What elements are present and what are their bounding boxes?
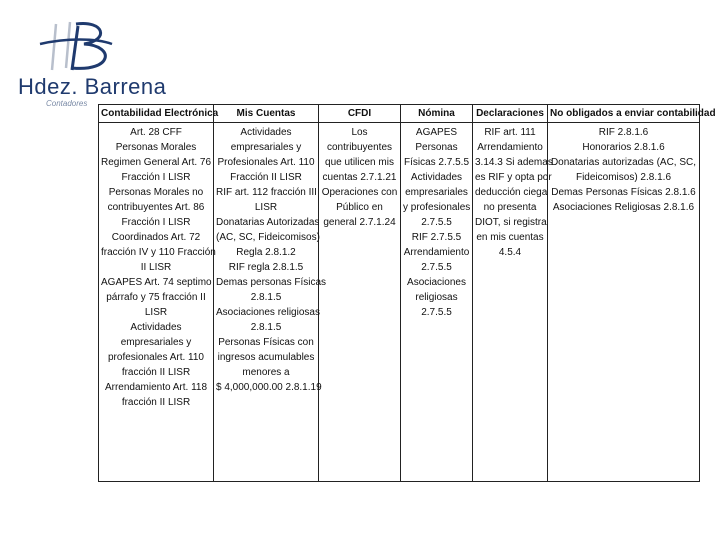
cell-line: Fracción II LISR [230,172,302,183]
cell-line: y profesionales [403,202,471,213]
cell-line: contribuyentes Art. 86 [107,202,205,213]
company-name: Hdez. Barrena [18,74,167,99]
table-header-row [99,105,700,123]
cell-line: en mis cuentas [476,232,544,243]
cell-line: Fracción I LISR [121,217,191,228]
cell-line: Arrendamiento [477,142,543,153]
cell-line: DIOT, si registra [475,217,547,228]
cell-line: profesionales Art. 110 [108,352,204,363]
cell-line: AGAPES [415,127,458,138]
cell-line: Donatarias Autorizadas [216,217,320,228]
cell-line: menores a [242,367,290,378]
header-cfdi: CFDI [319,105,401,123]
cell-line: que utilicen mis [325,157,394,168]
cell-declaraciones [473,123,553,482]
cell-line: ingresos acumulables [217,352,315,363]
cell-line: contribuyentes [326,142,393,153]
cell-line: Actividades [130,322,182,333]
cell-line: Coordinados Art. 72 [111,232,201,243]
cell-mis-cuentas [214,123,327,482]
cell-line: RIF art. 112 fracción III [216,187,317,198]
cell-line: (AC, SC, Fideicomisos) [216,232,320,243]
cell-line: Personas [415,142,458,153]
cell-line: Actividades [410,172,463,183]
cell-line: Regimen General Art. 76 [101,157,212,168]
cell-line: Físicas 2.7.5.5 [403,157,470,168]
cell-line: Profesionales Art. 110 [217,157,315,168]
cell-cfdi [319,123,401,482]
cell-line: Personas Físicas con [218,337,314,348]
cell-line: empresariales y [230,142,302,153]
cell-line: religiosas [415,292,458,303]
cell-line: Arrendamiento Art. 118 [104,382,208,393]
cell-line: Demas Personas Físicas 2.8.1.6 [551,187,696,198]
cell-contabilidad-electronica [99,123,214,482]
cell-line: LISR [254,202,278,213]
cell-line: Regla 2.8.1.2 [236,247,296,258]
cell-nomina [401,123,473,482]
cell-line: 2.8.1.5 [250,292,282,303]
cell-line: Actividades [240,127,292,138]
cell-line: Arrendamiento [403,247,470,258]
cell-line: general 2.7.1.24 [323,217,396,228]
cell-line: 4.5.4 [498,247,522,258]
cell-line: no presenta [483,202,537,213]
cell-line: párrafo y 75 fracción II [106,292,206,303]
cell-line: Fideicomisos) 2.8.1.6 [575,172,672,183]
header-declaraciones: Declaraciones [473,105,548,123]
table-body-row [99,123,700,482]
cell-line: AGAPES Art. 74 septimo [101,277,212,288]
cell-line: fracción II LISR [121,367,191,378]
cell-line: es RIF y opta por [475,172,552,183]
cell-line: RIF 2.7.5.5 [411,232,462,243]
cell-line: Personas Morales no [108,187,204,198]
header-no-obligados: No obligados a enviar contabilidad [548,105,700,123]
cell-line: Asociaciones religiosas [216,307,320,318]
company-logo [12,18,167,108]
cell-line: Operaciones con [321,187,398,198]
cell-line: $ 4,000,000.00 2.8.1.19 [216,382,322,393]
cell-line: cuentas 2.7.1.21 [322,172,397,183]
cell-line: 3.14.3 Si ademas [475,157,553,168]
cell-line: Honorarios 2.8.1.6 [582,142,665,153]
company-subtitle: Contadores [46,99,88,108]
cell-line: Demas personas Físicas [216,277,327,288]
header-contabilidad-electronica: Contabilidad Electrónica [99,105,214,123]
cell-line: Asociaciones Religiosas 2.8.1.6 [552,202,695,213]
cell-line: Donatarias autorizadas (AC, SC, [550,157,697,168]
header-mis-cuentas: Mis Cuentas [214,105,319,123]
cell-line: empresariales y [120,337,192,348]
cell-line: RIF 2.8.1.6 [598,127,649,138]
cell-line: 2.7.5.5 [421,307,452,318]
cell-line: 2.8.1.5 [250,322,282,333]
cell-line: Asociaciones [407,277,466,288]
cell-line: empresariales [405,187,468,198]
cell-line: 2.7.5.5 [421,262,452,273]
monogram-logo-icon [26,18,126,78]
cell-line: Público en [336,202,383,213]
cell-line: II LISR [140,262,172,273]
cell-line: fracción IV y 110 Fracción [101,247,216,258]
obligations-table [98,104,716,482]
cell-no-obligados [548,123,700,482]
cell-line: RIF art. 111 [484,127,536,138]
cell-line: LISR [144,307,168,318]
cell-line: 2.7.5.5 [421,217,452,228]
cell-line: Fracción I LISR [121,172,191,183]
cell-line: Art. 28 CFF [130,127,182,138]
cell-line: fracción II LISR [121,397,191,408]
cell-line: RIF regla 2.8.1.5 [228,262,304,273]
cell-line: deducción ciega [475,187,548,198]
cell-line: Los [351,127,368,138]
header-nomina: Nómina [401,105,473,123]
cell-line: Personas Morales [115,142,197,153]
